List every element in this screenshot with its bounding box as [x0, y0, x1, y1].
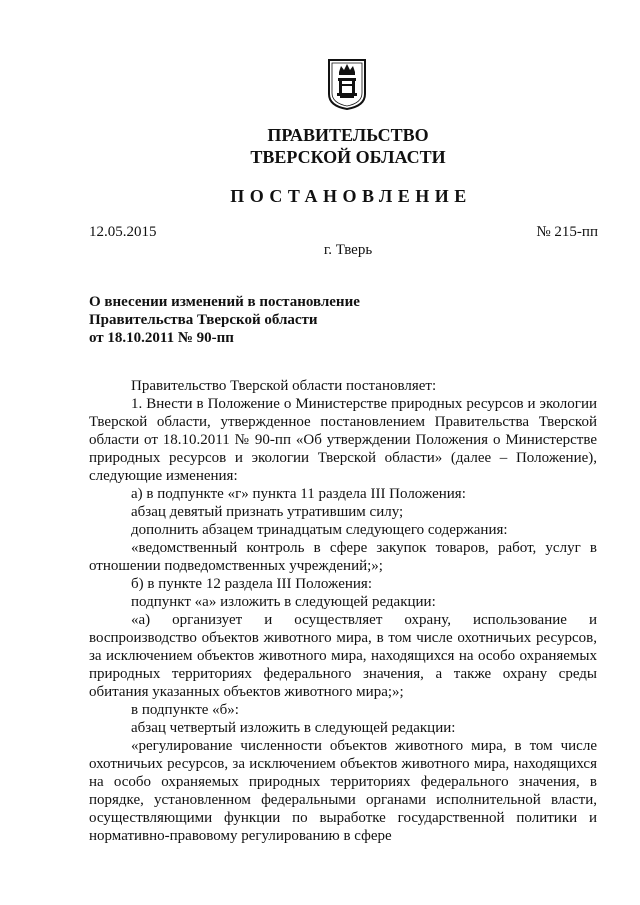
paragraph: «регулирование численности объектов животного мира, в том числе охотничьих ресурсов, за исключением объектов животного мира, находящихся на особо охраняемых природных территориях федерального значения, в порядке, установленном федеральными органами исполнительной власти, осуществляющими функции по выработке государственной политики и нормативно-правовому регулированию в сфере: [89, 738, 597, 844]
subject-line3: от 18.10.2011 № 90-пп: [89, 330, 234, 346]
government-title-line2: ТВЕРСКОЙ ОБЛАСТИ: [250, 147, 446, 167]
government-title-line1: ПРАВИТЕЛЬСТВО: [267, 125, 429, 145]
subject-line2: Правительства Тверской области: [89, 312, 318, 328]
document-city-label: г. Тверь: [323, 242, 373, 258]
document-city: [0, 242, 640, 259]
paragraph: дополнить абзацем тринадцатым следующего содержания:: [131, 522, 508, 538]
paragraph: б) в пункте 12 раздела III Положения:: [131, 576, 372, 592]
document-date: 12.05.2015: [89, 224, 157, 240]
paragraph: а) в подпункте «г» пункта 11 раздела III Положения:: [131, 486, 466, 502]
paragraph: абзац девятый признать утратившим силу;: [131, 504, 404, 520]
paragraph: «а) организует и осуществляет охрану, использование и воспроизводство объектов животного мира, в том числе охотничьих ресурсов, за исключением объектов животного мира, находящихся на особо охраняемых природных территориях федерального значения, а также охрану среды обитания указанных объектов животного мира;»;: [89, 612, 597, 700]
subject-line1: О внесении изменений в постановление: [89, 294, 360, 310]
paragraph: 1. Внести в Положение о Министерстве природных ресурсов и экологии Тверской области, утвержденное постановлением Правительства Тверской области от 18.10.2011 № 90-пп «Об утверждении Положения о Министерстве природных ресурсов и экологии Тверской области» (далее – Положение), следующие изменения:: [89, 396, 597, 484]
paragraph: в подпункте «б»:: [131, 702, 239, 718]
document-subject: [89, 293, 360, 347]
coat-of-arms-icon: [327, 58, 367, 110]
paragraph: абзац четвертый изложить в следующей редакции:: [131, 720, 456, 736]
paragraph: Правительство Тверской области постановляет:: [131, 378, 437, 394]
document-number: № 215-пп: [536, 224, 598, 240]
document-type-label: ПОСТАНОВЛЕНИЕ: [230, 186, 472, 206]
paragraph: «ведомственный контроль в сфере закупок товаров, работ, услуг в отношении подведомственных учреждений;»;: [89, 540, 597, 574]
paragraph: подпункт «а» изложить в следующей редакции:: [131, 594, 436, 610]
document-type: [0, 186, 640, 207]
government-title: [0, 124, 640, 168]
document-body: [89, 377, 597, 845]
